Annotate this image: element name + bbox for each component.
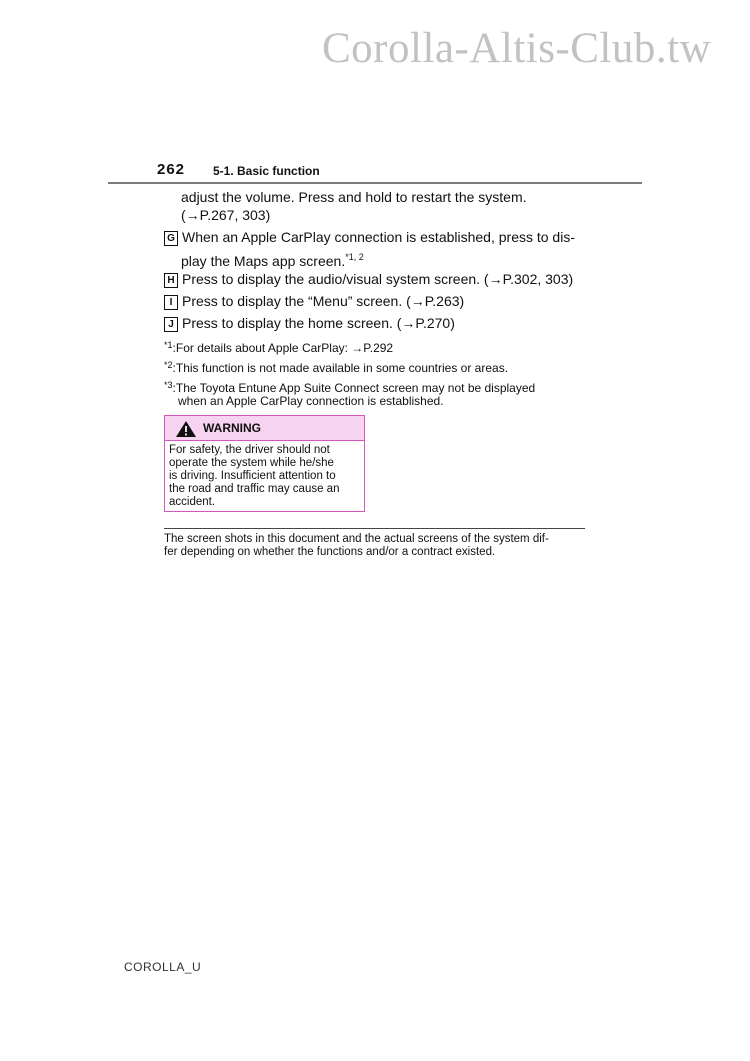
footnote-1-mark: *1: [164, 340, 173, 350]
item-g-line-2: play the Maps app screen.: [181, 253, 346, 269]
key-box-h: H: [164, 273, 178, 288]
header-rule: [108, 182, 642, 184]
footnote-3: $^{*3}$:The Toyota Entune App Suite Connect screen may not be displayed: [164, 380, 536, 395]
list-item-h: [164, 271, 573, 288]
key-box-j: J: [164, 317, 178, 332]
warning-box: [164, 415, 365, 512]
item-g-superscript: *1, 2: [345, 252, 364, 262]
item-j-text: Press to display the home screen. (→P.270): [182, 315, 455, 331]
footnote-3-mark: *3: [164, 380, 173, 390]
footer-model-code: COROLLA_U: [124, 960, 202, 974]
footnote-3-text: The Toyota Entune App Suite Connect screen may not be displayed: [175, 381, 536, 395]
note-line-2: fer depending on whether the functions and/or a contract existed.: [164, 546, 496, 558]
continuation-line-1: adjust the volume. Press and hold to restart the system.: [181, 189, 527, 205]
warning-line-3: is driving. Insufficient attention to: [169, 470, 336, 482]
footnote-1: $^{*1}$:For details about Apple CarPlay: →P.292: [164, 340, 394, 355]
warning-triangle-icon: [175, 420, 197, 438]
key-box-g: G: [164, 231, 178, 246]
item-h-text: Press to display the audio/visual system screen. (→P.302, 303): [182, 271, 574, 287]
note-divider: [164, 528, 585, 529]
item-g-line-1: When an Apple CarPlay connection is established, press to dis-: [182, 229, 575, 245]
warning-line-4: the road and traffic may cause an: [169, 483, 340, 495]
key-box-i: I: [164, 295, 178, 310]
footnote-3-line-2: when an Apple CarPlay connection is established.: [178, 394, 444, 408]
list-item-i: [164, 293, 464, 310]
page-number: 262: [157, 161, 186, 178]
warning-header: [165, 416, 364, 441]
section-title: 5-1. Basic function: [213, 164, 320, 178]
item-i-text: Press to display the “Menu” screen. (→P.263): [182, 293, 465, 309]
watermark: Corolla-Altis-Club.tw: [322, 25, 712, 72]
warning-body: [165, 441, 364, 509]
footnote-1-text: For details about Apple CarPlay: →P.292: [175, 341, 394, 355]
footnote-2: $^{*2}$:This function is not made available in some countries or areas.: [164, 360, 509, 375]
warning-line-1: For safety, the driver should not: [169, 444, 330, 456]
continuation-line-2: (→P.267, 303): [181, 207, 271, 223]
footnote-2-text: This function is not made available in some countries or areas.: [175, 361, 509, 375]
item-g-line-2-wrap: [181, 249, 364, 270]
note-line-1: The screen shots in this document and the actual screens of the system dif-: [164, 533, 549, 545]
list-item-g: [164, 229, 575, 246]
warning-line-2: operate the system while he/she: [169, 457, 334, 469]
list-item-j: [164, 315, 455, 332]
footnote-2-mark: *2: [164, 360, 173, 370]
warning-line-5: accident.: [169, 496, 216, 508]
warning-title: WARNING: [203, 421, 261, 435]
